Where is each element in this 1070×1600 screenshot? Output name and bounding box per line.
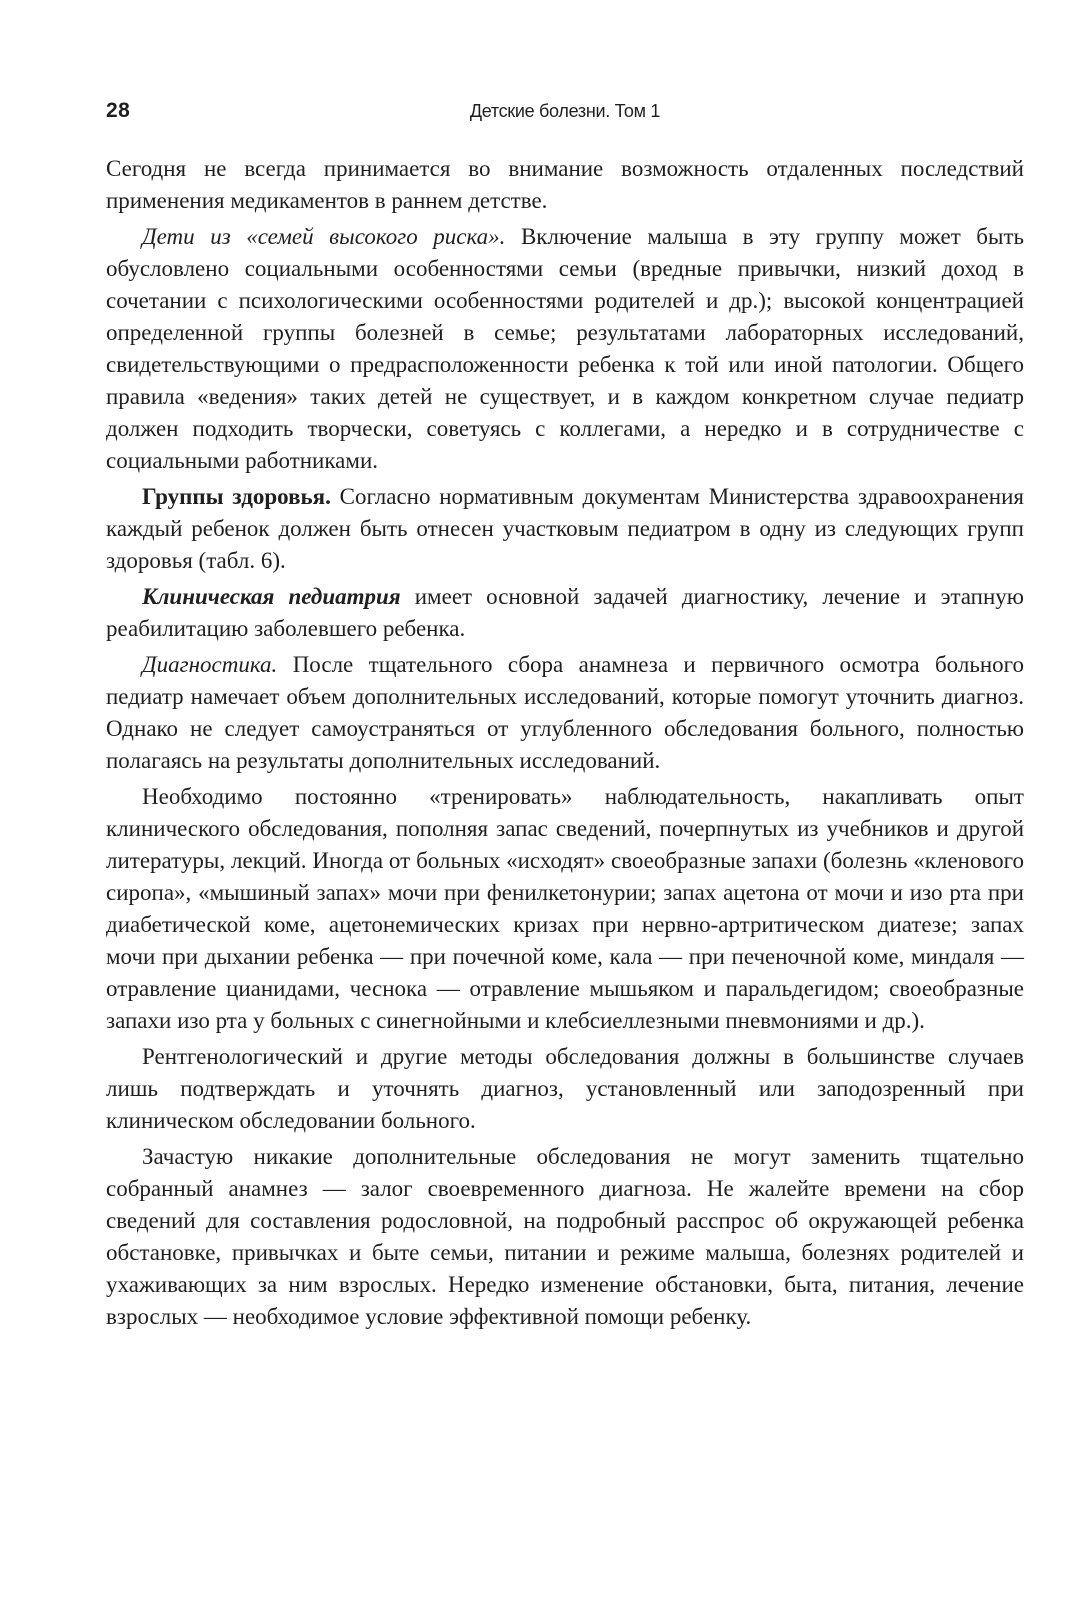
paragraph-anamnesis — [106, 1141, 1024, 1333]
paragraph-lead-italic: Диагностика. — [142, 652, 278, 677]
paragraph-text: Рентгенологический и другие методы обследования должны в большинстве случаев лишь подтверждать и уточнять диагноз, установленный или заподозренный при клиническом обследовании больного. — [106, 1044, 1024, 1133]
paragraph-text: Сегодня не всегда принимается во внимание возможность отдаленных последствий применения медикаментов в раннем детстве. — [106, 156, 1024, 213]
paragraph-clinical-pediatrics — [106, 581, 1024, 645]
running-header — [106, 95, 1024, 135]
paragraph-text: Включение малыша в эту группу может быть обусловлено социальными особенностями семьи (вредные привычки, низкий доход в сочетании с психологическими особенностями родителей и др.); высокой концентрацией определенной группы болезней в семье; результатами лабораторных исследований, свидетельствующими о предрасположенности ребенка к той или иной патологии. Общего правила «ведения» таких детей не существует, и в каждом конкретном случае педиатр должен подходить творчески, советуясь с коллегами, а нередко и в сотрудничестве с социальными работниками. — [106, 224, 1024, 473]
paragraph-continuation — [106, 153, 1024, 217]
paragraph-lead-bold: Группы здоровья. — [142, 484, 331, 509]
paragraph-text: После тщательного сбора анамнеза и первичного осмотра больного педиатр намечает объем дополнительных исследований, которые помогут уточнить диагноз. Однако не следует самоустраняться от углубленного обследования больного, полностью полагаясь на результаты дополнительных исследований. — [106, 652, 1024, 773]
paragraph-diagnostics — [106, 649, 1024, 777]
paragraph-radiology — [106, 1041, 1024, 1137]
page-number: 28 — [106, 99, 131, 122]
paragraph-health-groups — [106, 481, 1024, 577]
paragraph-text: Зачастую никакие дополнительные обследования не могут заменить тщательно собранный анамнез — залог своевременного диагноза. Не жалейте времени на сбор сведений для составления родословной, на подробный расспрос об окружающей ребенка обстановке, привычках и быте семьи, питании и режиме малыша, болезнях родителей и ухаживающих за ним взрослых. Нередко изменение обстановки, быта, питания, лечение взрослых — необходимое условие эффективной помощи ребенку. — [106, 1144, 1024, 1329]
book-title: Детские болезни. Том 1 — [469, 101, 661, 121]
paragraph-observation — [106, 781, 1024, 1037]
paragraph-text: Согласно нормативным документам Министерства здравоохранения каждый ребенок должен быть отнесен участковым педиатром в одну из следующих групп здоровья (табл. 6). — [106, 484, 1025, 573]
paragraph-lead-bold-italic: Клиническая педиатрия — [142, 584, 401, 609]
book-page — [106, 95, 1024, 1333]
paragraph-text: Необходимо постоянно «тренировать» наблюдательность, накапливать опыт клинического обследования, пополняя запас сведений, почерпнутых из учебников и другой литературы, лекций. Иногда от больных «исходят» своеобразные запахи (болезнь «кленового сиропа», «мышиный запах» мочи при фенилкетонурии; запах ацетона от мочи и изо рта при диабетической коме, ацетонемических кризах при нервно-артритическом диатезе; запах мочи при дыхании ребенка — при почечной коме, кала — при печеночной коме, миндаля — отравление цианидами, чеснока — отравление мышьяком и паральдегидом; своеобразные запахи изо рта у больных с синегнойными и клебсиеллезными пневмониями и др.). — [106, 784, 1024, 1033]
paragraph-text: имеет основной задачей диагностику, лечение и этапную реабилитацию заболевшего ребенка. — [106, 584, 1024, 641]
paragraph-high-risk-families — [106, 221, 1024, 477]
paragraph-lead-italic: Дети из «семей высокого риска». — [142, 224, 506, 249]
body-text — [106, 153, 1024, 1333]
